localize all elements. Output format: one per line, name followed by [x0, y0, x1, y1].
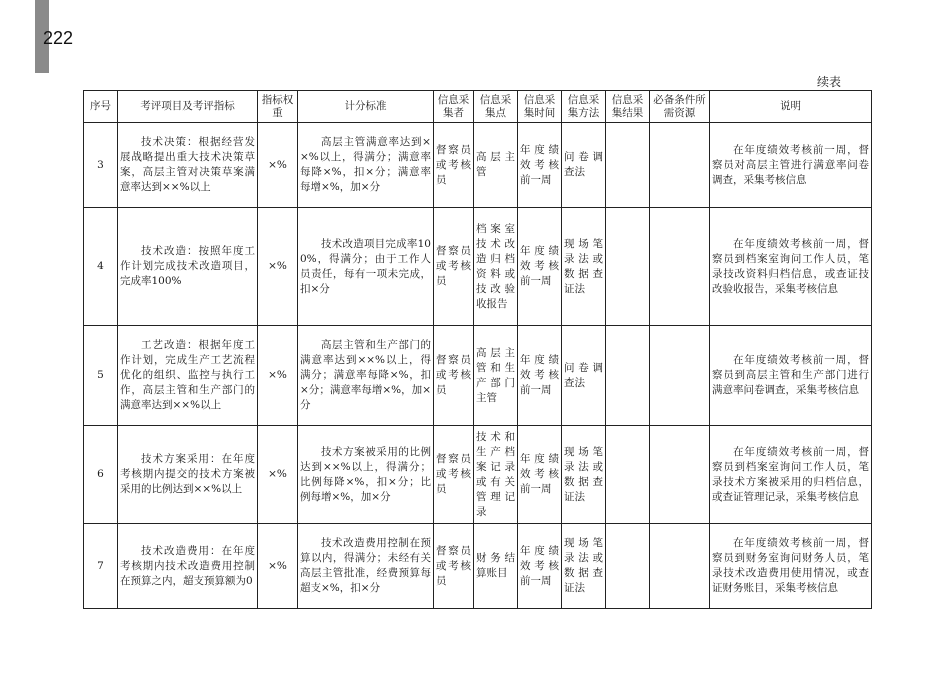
info-collector: 督察员或考核员 [434, 208, 474, 326]
info-collection-point: 高层主管和生产部门主管 [474, 326, 518, 426]
required-resources [650, 208, 710, 326]
info-collection-result [606, 524, 650, 609]
table-row [84, 123, 872, 208]
info-collection-time: 年度绩效考核前一周 [518, 326, 562, 426]
info-collection-time: 年度绩效考核前一周 [518, 123, 562, 208]
evaluation-item: 技术方案采用：在年度考核期内提交的技术方案被采用的比例达到××%以上 [118, 426, 258, 524]
description: 在年度绩效考核前一周，督察员到档案室询问工作人员，笔录技改资料归档信息，或查证技改验收报告，采集考核信息 [710, 208, 872, 326]
weight: ×% [258, 123, 298, 208]
header-cell: 说明 [710, 91, 872, 123]
info-collection-point: 技术和生产档案记录或有关管理记录 [474, 426, 518, 524]
info-collection-method: 问卷调查法 [562, 326, 606, 426]
scoring-standard: 技术改造费用控制在预算以内，得满分；未经有关高层主管批准，经费预算每超支×%，扣×分 [298, 524, 434, 609]
header-cell: 信息采集方法 [562, 91, 606, 123]
row-number: 3 [84, 123, 118, 208]
header-cell: 考评项目及考评指标 [118, 91, 258, 123]
weight: ×% [258, 524, 298, 609]
scoring-standard: 技术改造项目完成率100%，得满分；由于工作人员责任，每有一项未完成，扣×分 [298, 208, 434, 326]
info-collection-method: 问卷调查法 [562, 123, 606, 208]
info-collection-point: 档案室技术改造归档资料或技改验收报告 [474, 208, 518, 326]
scoring-standard: 高层主管满意率达到××%以上，得满分；满意率每降×%，扣×分；满意率每增×%，加×分 [298, 123, 434, 208]
info-collector: 督察员或考核员 [434, 524, 474, 609]
header-cell: 序号 [84, 91, 118, 123]
description: 在年度绩效考核前一周，督察员到档案室询问工作人员，笔录技术方案被采用的归档信息，或查证管理记录，采集考核信息 [710, 426, 872, 524]
description: 在年度绩效考核前一周，督察员对高层主管进行满意率问卷调查，采集考核信息 [710, 123, 872, 208]
info-collection-method: 现场笔录法或数据查证法 [562, 524, 606, 609]
row-number: 5 [84, 326, 118, 426]
info-collection-method: 现场笔录法或数据查证法 [562, 208, 606, 326]
info-collector: 督察员或考核员 [434, 123, 474, 208]
page-number: 222 [43, 28, 74, 48]
table-row [84, 208, 872, 326]
scoring-standard: 高层主管和生产部门的满意率达到××%以上，得满分；满意率每降×%，扣×分；满意率每增×%，加×分 [298, 326, 434, 426]
row-number: 4 [84, 208, 118, 326]
info-collection-method: 现场笔录法或数据查证法 [562, 426, 606, 524]
weight: ×% [258, 426, 298, 524]
info-collection-point: 高层主管 [474, 123, 518, 208]
header-cell: 计分标准 [298, 91, 434, 123]
header-cell: 必备条件所需资源 [650, 91, 710, 123]
required-resources [650, 524, 710, 609]
row-number: 7 [84, 524, 118, 609]
description: 在年度绩效考核前一周，督察员到高层主管和生产部门进行满意率问卷调查，采集考核信息 [710, 326, 872, 426]
header-row [84, 91, 872, 123]
evaluation-item: 技术改造：按照年度工作计划完成技术改造项目，完成率100% [118, 208, 258, 326]
evaluation-table [83, 90, 872, 609]
required-resources [650, 426, 710, 524]
header-cell: 信息采集结果 [606, 91, 650, 123]
row-number: 6 [84, 426, 118, 524]
info-collection-point: 财务结算账目 [474, 524, 518, 609]
continued-label: 续表 [817, 75, 842, 89]
info-collection-result [606, 208, 650, 326]
info-collection-time: 年度绩效考核前一周 [518, 426, 562, 524]
weight: ×% [258, 326, 298, 426]
header-cell: 信息采集点 [474, 91, 518, 123]
evaluation-item: 技术决策：根据经营发展战略提出重大技术决策草案，高层主管对决策草案满意率达到××%以上 [118, 123, 258, 208]
description: 在年度绩效考核前一周，督察员到财务室询问财务人员，笔录技术改造费用使用情况，或查证财务账目，采集考核信息 [710, 524, 872, 609]
info-collection-time: 年度绩效考核前一周 [518, 208, 562, 326]
info-collector: 督察员或考核员 [434, 326, 474, 426]
required-resources [650, 123, 710, 208]
info-collection-result [606, 123, 650, 208]
info-collection-result [606, 426, 650, 524]
info-collector: 督察员或考核员 [434, 426, 474, 524]
weight: ×% [258, 208, 298, 326]
scoring-standard: 技术方案被采用的比例达到××%以上，得满分；比例每降×%，扣×分；比例每增×%，加×分 [298, 426, 434, 524]
table-row [84, 524, 872, 609]
info-collection-time: 年度绩效考核前一周 [518, 524, 562, 609]
table-row [84, 426, 872, 524]
table-row [84, 326, 872, 426]
header-cell: 信息采集时间 [518, 91, 562, 123]
info-collection-result [606, 326, 650, 426]
header-cell: 信息采集者 [434, 91, 474, 123]
required-resources [650, 326, 710, 426]
evaluation-item: 技术改造费用：在年度考核期内技术改造费用控制在预算之内，超支预算额为0 [118, 524, 258, 609]
evaluation-item: 工艺改造：根据年度工作计划，完成生产工艺流程优化的组织、监控与执行工作，高层主管和生产部门的满意率达到××%以上 [118, 326, 258, 426]
header-cell: 指标权重 [258, 91, 298, 123]
